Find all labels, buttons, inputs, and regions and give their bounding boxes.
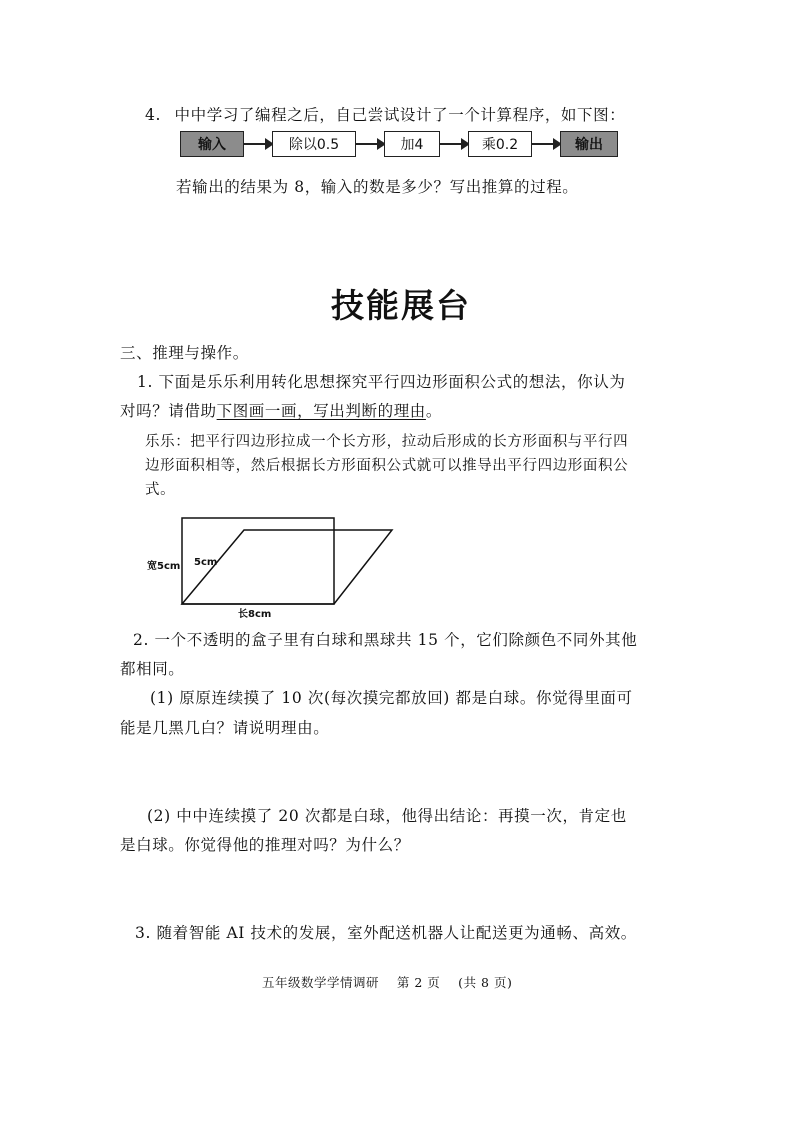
question-1-line2 [120,399,442,421]
flow-step-divide: 除以0.5 [272,131,356,157]
width-label: 宽5cm [147,561,181,572]
flow-output-box: 输出 [560,131,618,157]
question-text: 中中学习了编程之后，自己尝试设计了一个计算程序，如下图： [174,106,626,124]
arrow-icon [244,143,272,145]
part-heading: 三、推理与操作。 [120,344,249,362]
question-1-text: 对吗？请借助 [120,402,217,420]
arrow-icon [440,143,468,145]
flow-step-multiply: 乘0.2 [468,131,532,157]
length-label: 长8cm [238,609,272,620]
question-number: 4. [145,106,161,124]
flow-input-box: 输入 [180,131,244,157]
question-2-line2: 都相同。 [120,660,185,678]
question-2-sub2-line1: (2) 中中连续摸了 20 次都是白球，他得出结论：再摸一次，肯定也 [147,807,627,825]
question-2-line1: 2. 一个不透明的盒子里有白球和黑球共 15 个，它们除颜色不同外其他 [133,631,638,649]
question-1-underlined: 下图画一画，写出判断的理由 [216,402,426,420]
question-2-sub2-line2: 是白球。你觉得他的推理对吗？为什么？ [120,836,410,854]
question-1-line1: 1. 下面是乐乐利用转化思想探究平行四边形面积公式的想法，你认为 [137,373,626,391]
question-4-prompt: 若输出的结果为 8，输入的数是多少？写出推算的过程。 [176,178,579,196]
section-title: 技能展台 [331,286,471,325]
question-3-line1: 3. 随着智能 AI 技术的发展，室外配送机器人让配送更为通畅、高效。 [135,924,637,942]
note-line: 式。 [145,482,176,498]
question-2-sub1-line1: (1) 原原连续摸了 10 次(每次摸完都放回) 都是白球。你觉得里面可 [150,689,633,707]
question-2-sub1-line2: 能是几黑几白？请说明理由。 [120,719,330,737]
note-line: 乐乐：把平行四边形拉成一个长方形，拉动后形成的长方形面积与平行四 [145,434,629,450]
arrow-icon [532,143,560,145]
question-4-intro [145,103,625,125]
side-label: 5cm [194,557,218,568]
flow-step-add: 加4 [384,131,440,157]
page-footer: 五年级数学学情调研 第 2 页 (共 8 页) [262,975,513,990]
note-line: 边形面积相等，然后根据长方形面积公式就可以推导出平行四边形面积公 [145,458,629,474]
question-1-end: 。 [425,402,443,420]
arrow-icon [356,143,384,145]
